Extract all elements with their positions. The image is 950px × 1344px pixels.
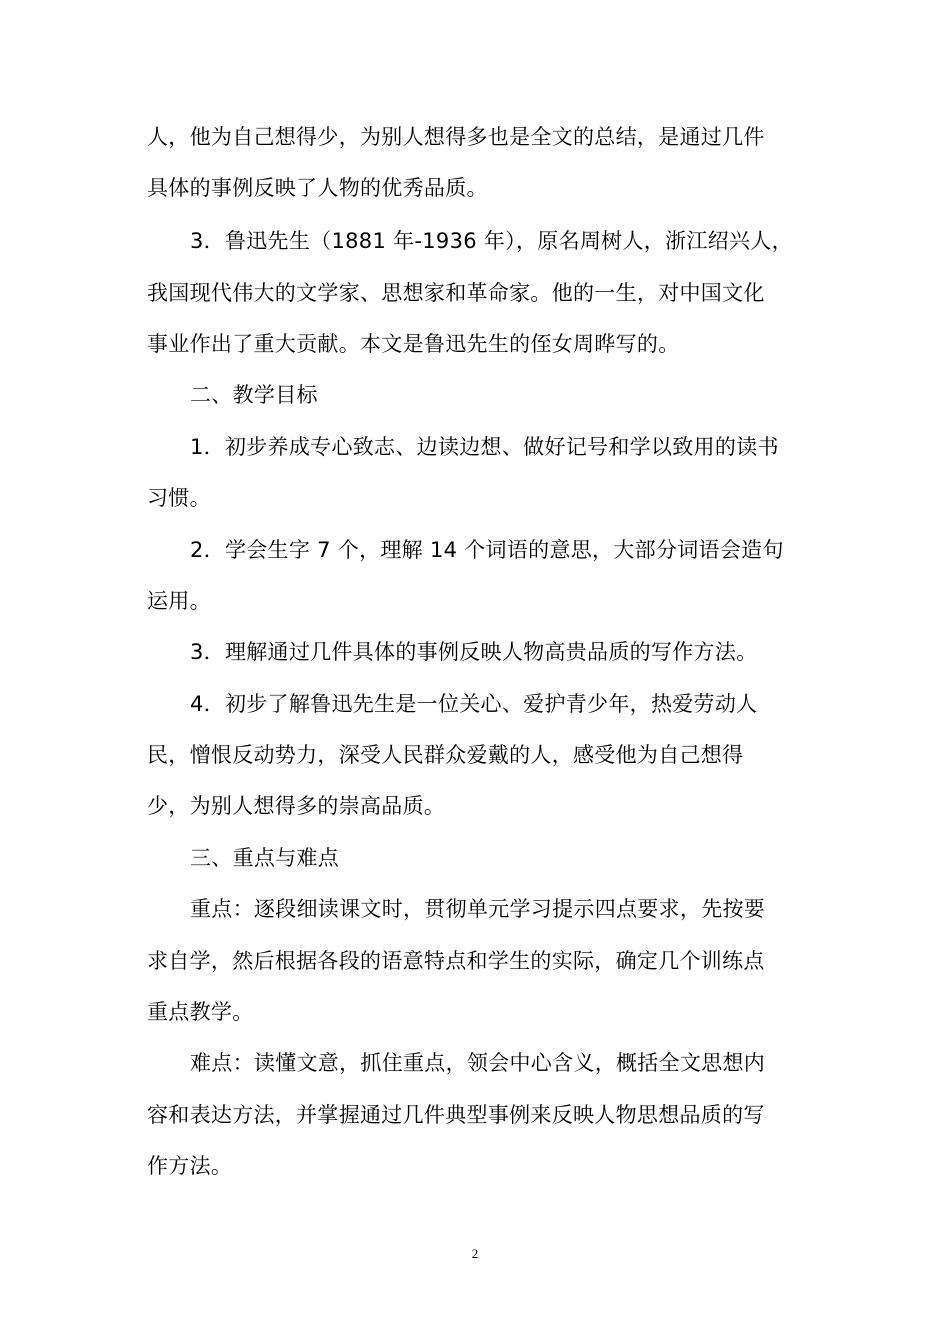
text-line: 作方法。 — [147, 1154, 233, 1178]
text-line: 具体的事例反映了人物的优秀品质。 — [147, 176, 488, 200]
text-line: 运用。 — [147, 589, 211, 613]
text-line: 4．初步了解鲁迅先生是一位关心、爱护青少年，热爱劳动人 — [190, 692, 758, 716]
text-line: 人，他为自己想得少，为别人想得多也是全文的总结，是通过几件 — [147, 125, 765, 149]
text-line: 求自学，然后根据各段的语意特点和学生的实际，确定几个训练点 — [147, 949, 765, 973]
text-line: 难点：读懂文意，抓住重点，领会中心含义，概括全文思想内 — [190, 1051, 766, 1075]
section-heading: 三、重点与难点 — [190, 846, 340, 870]
text-line: 3．鲁迅先生（1881 年-1936 年），原名周树人，浙江绍兴人， — [190, 229, 793, 253]
text-line: 我国现代伟大的文学家、思想家和革命家。他的一生，对中国文化 — [147, 281, 765, 305]
text-line: 3．理解通过几件具体的事例反映人物高贵品质的写作方法。 — [190, 640, 758, 664]
text-line: 重点教学。 — [147, 1000, 254, 1024]
text-line: 容和表达方法，并掌握通过几件典型事例来反映人物思想品质的写 — [147, 1103, 765, 1127]
text-line: 少，为别人想得多的崇高品质。 — [147, 794, 446, 818]
text-line: 习惯。 — [147, 486, 211, 510]
text-line: 重点：逐段细读课文时，贯彻单元学习提示四点要求，先按要 — [190, 897, 766, 921]
text-line: 2．学会生字 7 个，理解 14 个词语的意思，大部分词语会造句 — [190, 538, 784, 562]
text-line: 事业作出了重大贡献。本文是鲁迅先生的侄女周晔写的。 — [147, 332, 680, 356]
text-line: 民，憎恨反动势力，深受人民群众爱戴的人，感受他为自己想得 — [147, 743, 744, 767]
text-line: 1．初步养成专心致志、边读边想、做好记号和学以致用的读书 — [190, 435, 779, 459]
section-heading: 二、教学目标 — [190, 383, 318, 407]
page-number: 2 — [471, 1246, 479, 1261]
